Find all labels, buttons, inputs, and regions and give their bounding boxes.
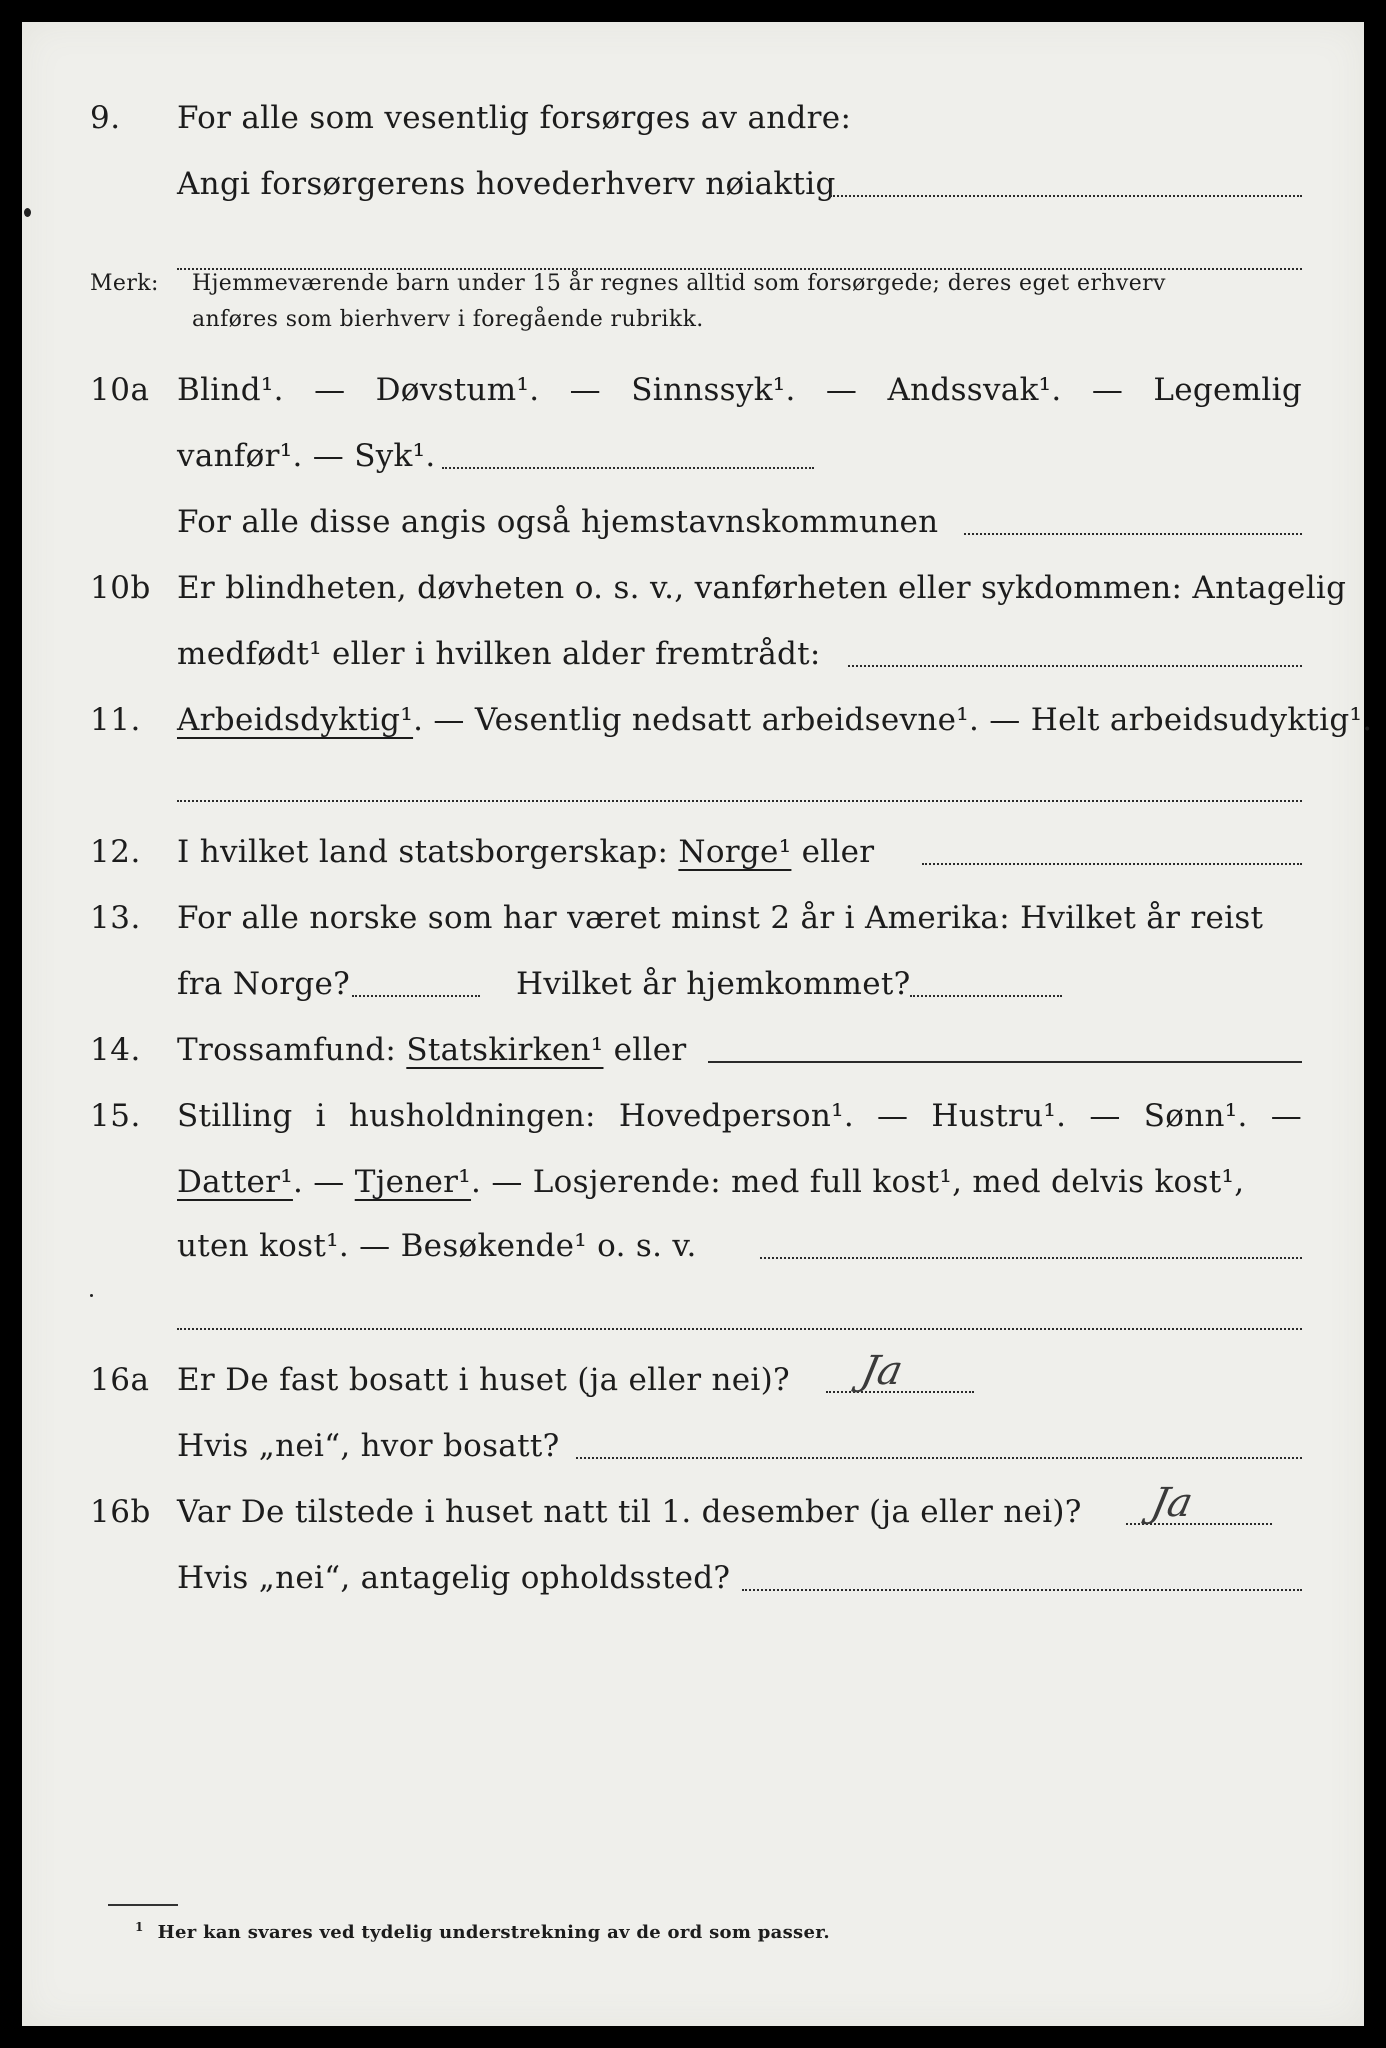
- item-14-eller: eller: [613, 1032, 687, 1068]
- item-9-row-3: [22, 214, 1364, 274]
- footnote-text: Her kan svares ved tydelig understrekning av de ord som passer.: [157, 1922, 830, 1943]
- answer-line[interactable]: [352, 995, 480, 997]
- option-arbeidsdyktig-underlined[interactable]: Arbeidsdyktig¹: [177, 702, 414, 738]
- option-datter-underlined[interactable]: Datter¹: [177, 1164, 293, 1200]
- footnote-rule: [108, 1904, 178, 1906]
- item-10a-prompt: For alle disse angis også hjemstavnskommunen: [177, 504, 939, 540]
- answer-line[interactable]: [830, 195, 1302, 197]
- item-9-row-2: [22, 150, 1364, 210]
- item-11-row-2: [22, 748, 1364, 808]
- item-14-row: [22, 1016, 1364, 1076]
- answer-line[interactable]: [177, 1328, 1302, 1330]
- item-11-other-options[interactable]: . — Vesentlig nedsatt arbeidsevne¹. — Helt arbeidsudyktig¹.: [413, 702, 1373, 738]
- answer-line[interactable]: [708, 1061, 1302, 1063]
- ink-speck: [90, 1294, 93, 1297]
- dash: —: [569, 372, 601, 408]
- item-15-options: [177, 1098, 1302, 1134]
- item-number: 16a: [90, 1362, 150, 1398]
- option-hustru[interactable]: Hustru¹.: [931, 1098, 1067, 1134]
- item-10b-row: [22, 554, 1364, 614]
- footnote: [135, 1920, 830, 1943]
- dash: —: [314, 372, 346, 408]
- dash: —: [1091, 372, 1124, 408]
- item-13-prompt-hjemkommet: Hvilket år hjemkommet?: [516, 966, 911, 1002]
- answer-line[interactable]: [922, 863, 1302, 865]
- dash: —: [1270, 1098, 1302, 1134]
- item-16a-prompt: Hvis „nei“, hvor bosatt?: [177, 1428, 560, 1464]
- option-tjener-underlined[interactable]: Tjener¹: [354, 1164, 472, 1200]
- item-16a-row: [22, 1346, 1364, 1406]
- item-12-question: [177, 834, 874, 870]
- option-hovedperson[interactable]: Hovedperson¹.: [618, 1098, 854, 1134]
- item-13-row: [22, 884, 1364, 944]
- option-blind[interactable]: Blind¹.: [177, 372, 284, 408]
- item-12-eller: eller: [801, 834, 875, 870]
- item-14-question: [177, 1032, 687, 1068]
- item-14-prompt: Trossamfund:: [177, 1032, 397, 1068]
- answer-line[interactable]: [742, 1589, 1302, 1591]
- answer-line[interactable]: [826, 1391, 974, 1393]
- option-sonn[interactable]: Sønn¹.: [1143, 1098, 1248, 1134]
- answer-line[interactable]: [964, 533, 1302, 535]
- answer-line[interactable]: [910, 995, 1062, 997]
- item-number: 15.: [90, 1098, 141, 1134]
- item-9-question: For alle som vesentlig forsørges av andre:: [177, 100, 852, 136]
- option-statskirken-underlined[interactable]: Statskirken¹: [406, 1032, 604, 1068]
- answer-line[interactable]: [760, 1257, 1302, 1259]
- item-16b-question: Var De tilstede i huset natt til 1. desember (ja eller nei)?: [177, 1494, 1082, 1530]
- dash: —: [1089, 1098, 1121, 1134]
- item-number: 13.: [90, 900, 141, 936]
- item-13-row-2: [22, 950, 1364, 1010]
- item-12-prompt: I hvilket land statsborgerskap:: [177, 834, 669, 870]
- option-norge-underlined[interactable]: Norge¹: [678, 834, 792, 870]
- item-15-row: [22, 1082, 1364, 1142]
- item-10b-row-2: [22, 620, 1364, 680]
- item-number: 10a: [90, 372, 150, 408]
- item-16b-row: [22, 1478, 1364, 1538]
- ink-speck: [24, 208, 31, 217]
- item-13-question: For alle norske som har været minst 2 år i Amerika: Hvilket år reist: [177, 900, 1264, 936]
- item-number: 10b: [90, 570, 151, 606]
- item-11-row: [22, 686, 1373, 746]
- item-10a-options-2[interactable]: vanfør¹. — Syk¹.: [177, 438, 436, 474]
- option-legemlig[interactable]: Legemlig: [1153, 372, 1302, 408]
- handwritten-answer: Ja: [1147, 1480, 1197, 1526]
- item-10b-question: Er blindheten, døvheten o. s. v., vanførheten eller sykdommen: Antagelig: [177, 570, 1347, 606]
- item-16a-row-2: [22, 1412, 1364, 1472]
- item-number: 11.: [90, 702, 141, 738]
- item-10a-row: [22, 356, 1364, 416]
- note-label: Merk:: [90, 271, 159, 296]
- item-9-row: [22, 84, 1364, 144]
- footnote-mark: 1: [135, 1920, 144, 1934]
- item-10a-row-3: [22, 488, 1364, 548]
- census-form-page: [22, 22, 1373, 2026]
- word: husholdningen:: [348, 1098, 596, 1134]
- option-dovstum[interactable]: Døvstum¹.: [375, 372, 540, 408]
- item-15-row-3: [22, 1212, 1364, 1272]
- item-15-row-2: [22, 1148, 1364, 1208]
- answer-line[interactable]: [848, 665, 1302, 667]
- item-number: 12.: [90, 834, 141, 870]
- item-15-losjerende-options[interactable]: . — Losjerende: med full kost¹, med delvis kost¹,: [471, 1164, 1245, 1200]
- answer-line[interactable]: [442, 467, 814, 469]
- item-number: 16b: [90, 1494, 151, 1530]
- item-10a-options: [177, 372, 1302, 408]
- item-10b-prompt: medfødt¹ eller i hvilken alder fremtrådt:: [177, 636, 821, 672]
- word: i: [315, 1098, 326, 1134]
- answer-line[interactable]: [177, 800, 1302, 802]
- item-9-prompt: Angi forsørgerens hovederhverv nøiaktig: [177, 166, 836, 202]
- dash: —: [877, 1098, 909, 1134]
- word: Stilling: [177, 1098, 293, 1134]
- dash: —: [825, 372, 858, 408]
- answer-line[interactable]: [576, 1457, 1302, 1459]
- handwritten-answer: Ja: [857, 1348, 907, 1394]
- item-15-options-2: Datter¹. — Tjener¹. — Losjerende: med full kost¹, med delvis kost¹,: [177, 1164, 1245, 1200]
- item-13-prompt-reist: fra Norge?: [177, 966, 351, 1002]
- item-16a-question: Er De fast bosatt i huset (ja eller nei)?: [177, 1362, 790, 1398]
- item-16b-prompt: Hvis „nei“, antagelig opholdssted?: [177, 1560, 731, 1596]
- item-16b-row-2: [22, 1544, 1364, 1604]
- item-number: 9.: [90, 100, 121, 136]
- item-10a-row-2: [22, 422, 1364, 482]
- note-text-1: Hjemmeværende barn under 15 år regnes alltid som forsørgede; deres eget erhverv: [192, 271, 1166, 296]
- note-text-2: anføres som bierhverv i foregående rubrikk.: [192, 307, 704, 332]
- option-sinnssyk[interactable]: Sinnssyk¹.: [631, 372, 796, 408]
- item-15-options-3[interactable]: uten kost¹. — Besøkende¹ o. s. v.: [177, 1228, 697, 1264]
- option-andssvak[interactable]: Andssvak¹.: [887, 372, 1062, 408]
- item-11-options: [177, 702, 1372, 738]
- item-15-row-4: [22, 1278, 1364, 1338]
- item-number: 14.: [90, 1032, 141, 1068]
- item-12-row: [22, 818, 1364, 878]
